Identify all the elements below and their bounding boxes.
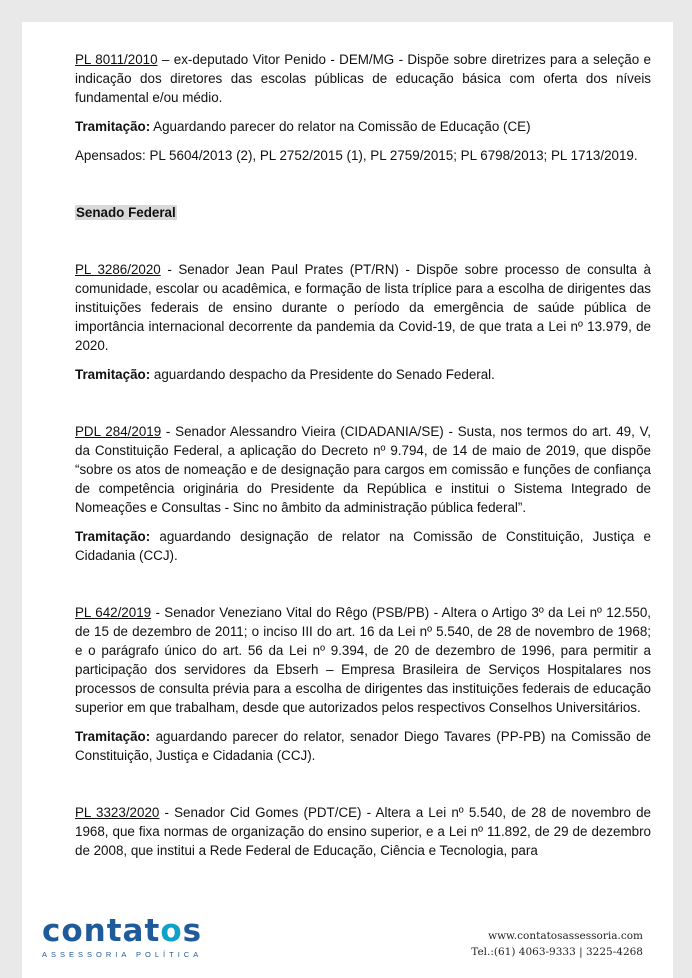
bill-paragraph <box>75 422 651 517</box>
bill-paragraph <box>75 803 651 860</box>
tramitacao-paragraph <box>75 727 651 765</box>
tramitacao-label: Tramitação: <box>75 529 151 544</box>
page-footer <box>22 910 673 978</box>
bill-reference: PL 3286/2020 <box>75 262 161 277</box>
logo-wordmark: contatos <box>42 913 203 949</box>
tramitacao-label: Tramitação: <box>75 367 151 382</box>
tramitacao-label: Tramitação: <box>75 119 151 134</box>
apensados-paragraph: Apensados: PL 5604/2013 (2), PL 2752/2015 (1), PL 2759/2015; PL 6798/2013; PL 1713/2019. <box>75 148 638 163</box>
bill-reference: PL 642/2019 <box>75 605 152 620</box>
bill-reference: PL 3323/2020 <box>75 805 160 820</box>
section-title <box>75 203 651 222</box>
document-body <box>75 50 651 860</box>
section-title-text: Senado Federal <box>76 205 176 220</box>
bill-description: - Senador Alessandro Vieira (CIDADANIA/SE) - Susta, nos termos do art. 49, V, da Constituição Federal, a aplicação do Decreto nº 9.794, de 14 de maio de 2019, que dispõe “sobre os atos de nomeação e de designação para cargos em comissão e funções de confiança de competência originária do Presidente da República e institui o Sistema Integrado de Nomeações e Consultas - Sinc no âmbito da administração pública federal”. <box>75 424 652 515</box>
bill-description: - Senador Cid Gomes (PDT/CE) - Altera a Lei nº 5.540, de 28 de novembro de 1968, que fixa normas de organização do ensino superior, e a Lei nº 11.892, de 29 de dezembro de 2008, que institui a Rede Federal de Educação, Ciência e Tecnologia, para <box>75 805 651 858</box>
tramitacao-text: aguardando parecer do relator, senador Diego Tavares (PP-PB) na Comissão de Constituição, Justiça e Cidadania (CCJ). <box>75 729 651 763</box>
tramitacao-paragraph <box>75 117 651 136</box>
tramitacao-paragraph <box>75 527 651 565</box>
bill-description: – ex-deputado Vitor Penido - DEM/MG - Dispõe sobre diretrizes para a seleção e indicação dos diretores das escolas públicas de educação básica com oferta dos níveis fundamental e/ou médio. <box>75 52 651 105</box>
logo-tagline: ASSESSORIA POLÍTICA <box>42 950 203 959</box>
bill-description: - Senador Veneziano Vital do Rêgo (PSB/PB) - Altera o Artigo 3º da Lei nº 12.550, de 15 de dezembro de 2011; o inciso III do art. 16 da Lei nº 5.540, de 28 de novembro de 1968; e o parágrafo único do art. 56 da Lei nº 9.394, de 20 de dezembro de 1996, para permitir a participação dos servidores da Ebserh – Empresa Brasileira de Serviços Hospitalares nos processos de consulta prévia para a escolha de dirigentes das instituições federais de educação superior em que trabalham, desde que autorizados pelos respectivos Conselhos Universitários. <box>75 605 651 715</box>
tramitacao-label: Tramitação: <box>75 729 151 744</box>
bill-reference: PDL 284/2019 <box>75 424 162 439</box>
phone-numbers: Tel.:(61) 4063-9333 | 3225-4268 <box>471 946 643 958</box>
bill-paragraph <box>75 50 651 107</box>
website-link[interactable]: www.contatosassessoria.com <box>488 930 643 942</box>
tramitacao-text: Aguardando parecer do relator na Comissão de Educação (CE) <box>150 119 531 134</box>
tramitacao-paragraph <box>75 365 651 384</box>
document-page <box>22 22 673 978</box>
tramitacao-text: aguardando designação de relator na Comissão de Constituição, Justiça e Cidadania (CCJ). <box>75 529 651 563</box>
contact-info <box>471 928 643 960</box>
bill-paragraph <box>75 603 651 717</box>
company-logo <box>42 914 202 959</box>
tramitacao-text: aguardando despacho da Presidente do Senado Federal. <box>150 367 495 382</box>
bill-description: - Senador Jean Paul Prates (PT/RN) - Dispõe sobre processo de consulta à comunidade, escolar ou acadêmica, e formação de lista tríplice para a escolha de dirigentes das instituições federais de ensino durante o período da emergência de saúde pública de importância internacional decorrente da pandemia da Covid-19, de que trata a Lei nº 13.979, de 2020. <box>75 262 651 353</box>
bill-reference: PL 8011/2010 <box>75 52 158 67</box>
bill-paragraph <box>75 260 651 355</box>
